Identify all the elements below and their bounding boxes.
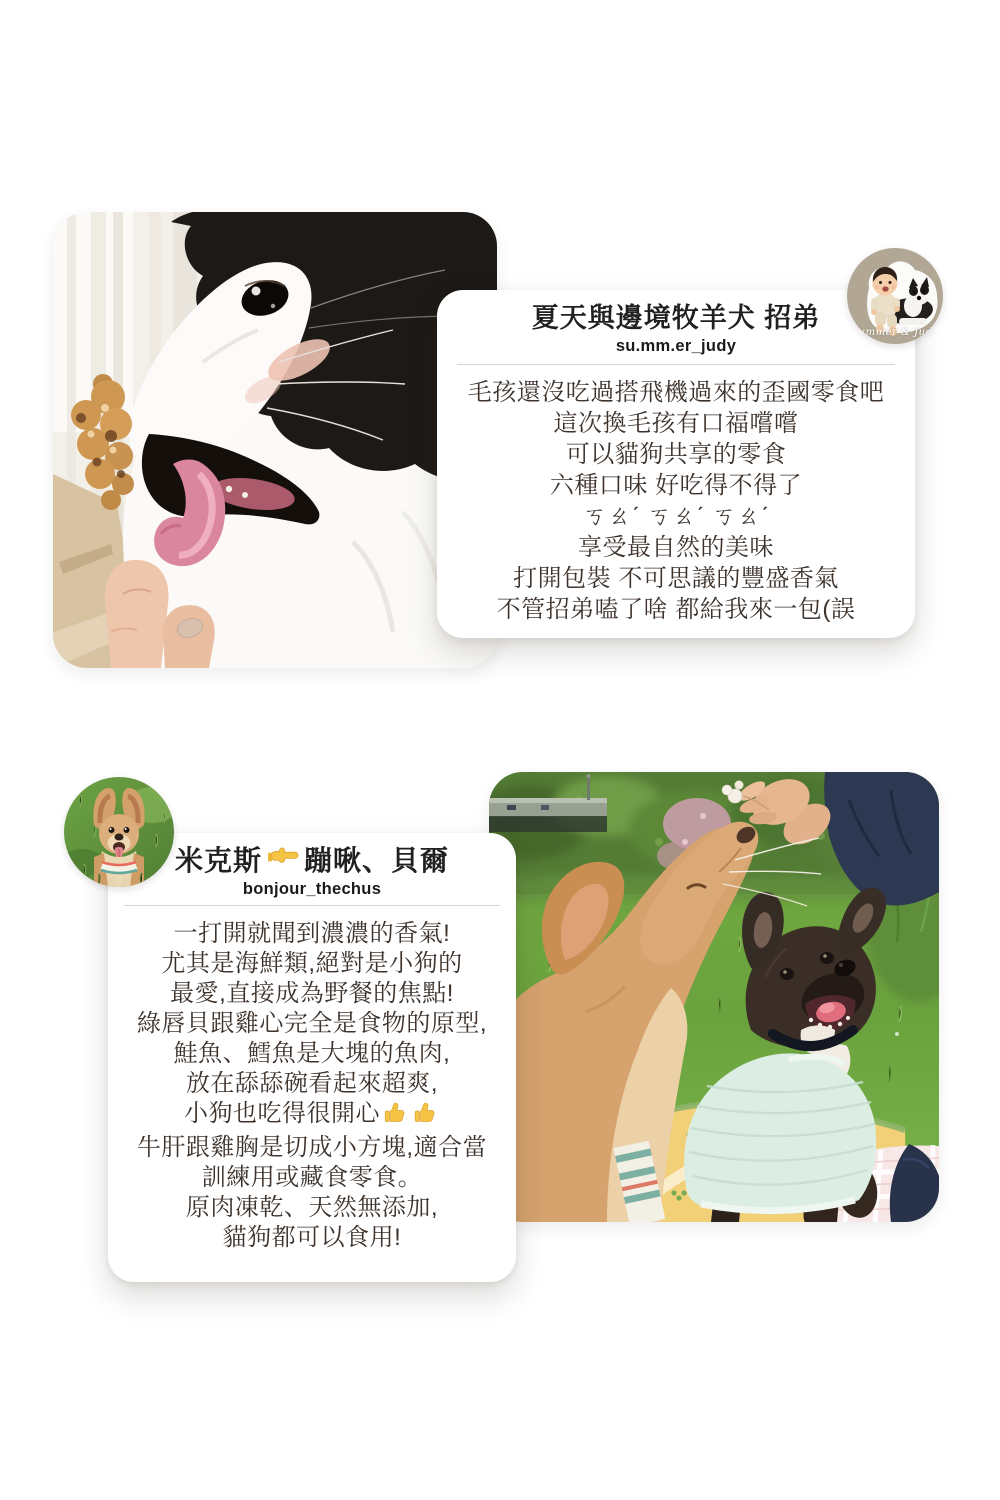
tan-dog-avatar-illustration xyxy=(64,777,174,887)
testimonial-line: 六種口味 好吃得不得了 xyxy=(549,472,803,499)
testimonial-line-text: 小狗也吃得很開心 xyxy=(184,1100,380,1127)
username: bonjour_thechus xyxy=(242,880,382,898)
testimonial-line: 享受最自然的美味 xyxy=(578,534,774,561)
testimonial-line: 不管招弟嗑了啥 都給我來一包(誤 xyxy=(496,596,856,623)
testimonial-line: 綠唇貝跟雞心完全是食物的原型, xyxy=(136,1010,488,1037)
testimonial-line: 打開包裝 不可思議的豐盛香氣 xyxy=(513,565,839,592)
thumbs-up-icon xyxy=(383,1101,407,1133)
testimonial-card-summer-judy xyxy=(437,290,915,638)
testimonial-line: 毛孩還沒吃過搭飛機過來的歪國零食吧 xyxy=(467,379,885,406)
testimonial-line: 尤其是海鮮類,絕對是小狗的 xyxy=(161,950,463,977)
photo-border-collie-licking-treat xyxy=(53,212,497,668)
testimonial-line: 鮭魚、鱈魚是大塊的魚肉, xyxy=(173,1040,451,1067)
dogs-picnic-photo-illustration xyxy=(489,772,939,1222)
testimonial-card-thechus xyxy=(108,833,516,1282)
testimonial-line: 原肉凍乾、天然無添加, xyxy=(185,1194,439,1221)
testimonial-line: 牛肝跟雞胸是切成小方塊,適合當 xyxy=(136,1134,488,1161)
testimonial-line xyxy=(108,1099,516,1133)
title-prefix: 米克斯 xyxy=(174,845,262,876)
divider xyxy=(124,905,500,906)
border-collie-photo-illustration xyxy=(53,212,497,668)
avatar-summer-judy xyxy=(847,248,943,344)
avatar-caption: Summer & Judy xyxy=(851,327,939,338)
testimonial-line: ㄎㄠˊ ㄎㄠˊ ㄎㄠˊ xyxy=(582,503,770,530)
testimonial-line: 可以貓狗共享的零食 xyxy=(565,441,787,468)
photo-dogs-picnic xyxy=(489,772,939,1222)
username: su.mm.er_judy xyxy=(615,337,737,355)
testimonial-line: 訓練用或藏食零食。 xyxy=(201,1164,423,1191)
thumbs-up-icon xyxy=(413,1101,437,1133)
testimonial-line: 貓狗都可以食用! xyxy=(222,1224,402,1251)
testimonial-line: 這次換毛孩有口福嚐嚐 xyxy=(553,410,799,437)
testimonial-body xyxy=(108,919,516,1253)
testimonial-line: 最愛,直接成為野餐的焦點! xyxy=(170,980,454,1007)
testimonial-line: 一打開就聞到濃濃的香氣! xyxy=(173,920,451,947)
testimonial-title: 夏天與邊境牧羊犬 招弟 xyxy=(531,303,821,333)
pointing-right-icon xyxy=(267,846,299,877)
testimonial-line: 放在舔舔碗看起來超爽, xyxy=(185,1070,439,1097)
divider xyxy=(457,364,895,365)
avatar-thechus xyxy=(64,777,174,887)
title-suffix: 蹦啾、貝爾 xyxy=(304,845,450,876)
testimonial-body xyxy=(437,377,915,625)
